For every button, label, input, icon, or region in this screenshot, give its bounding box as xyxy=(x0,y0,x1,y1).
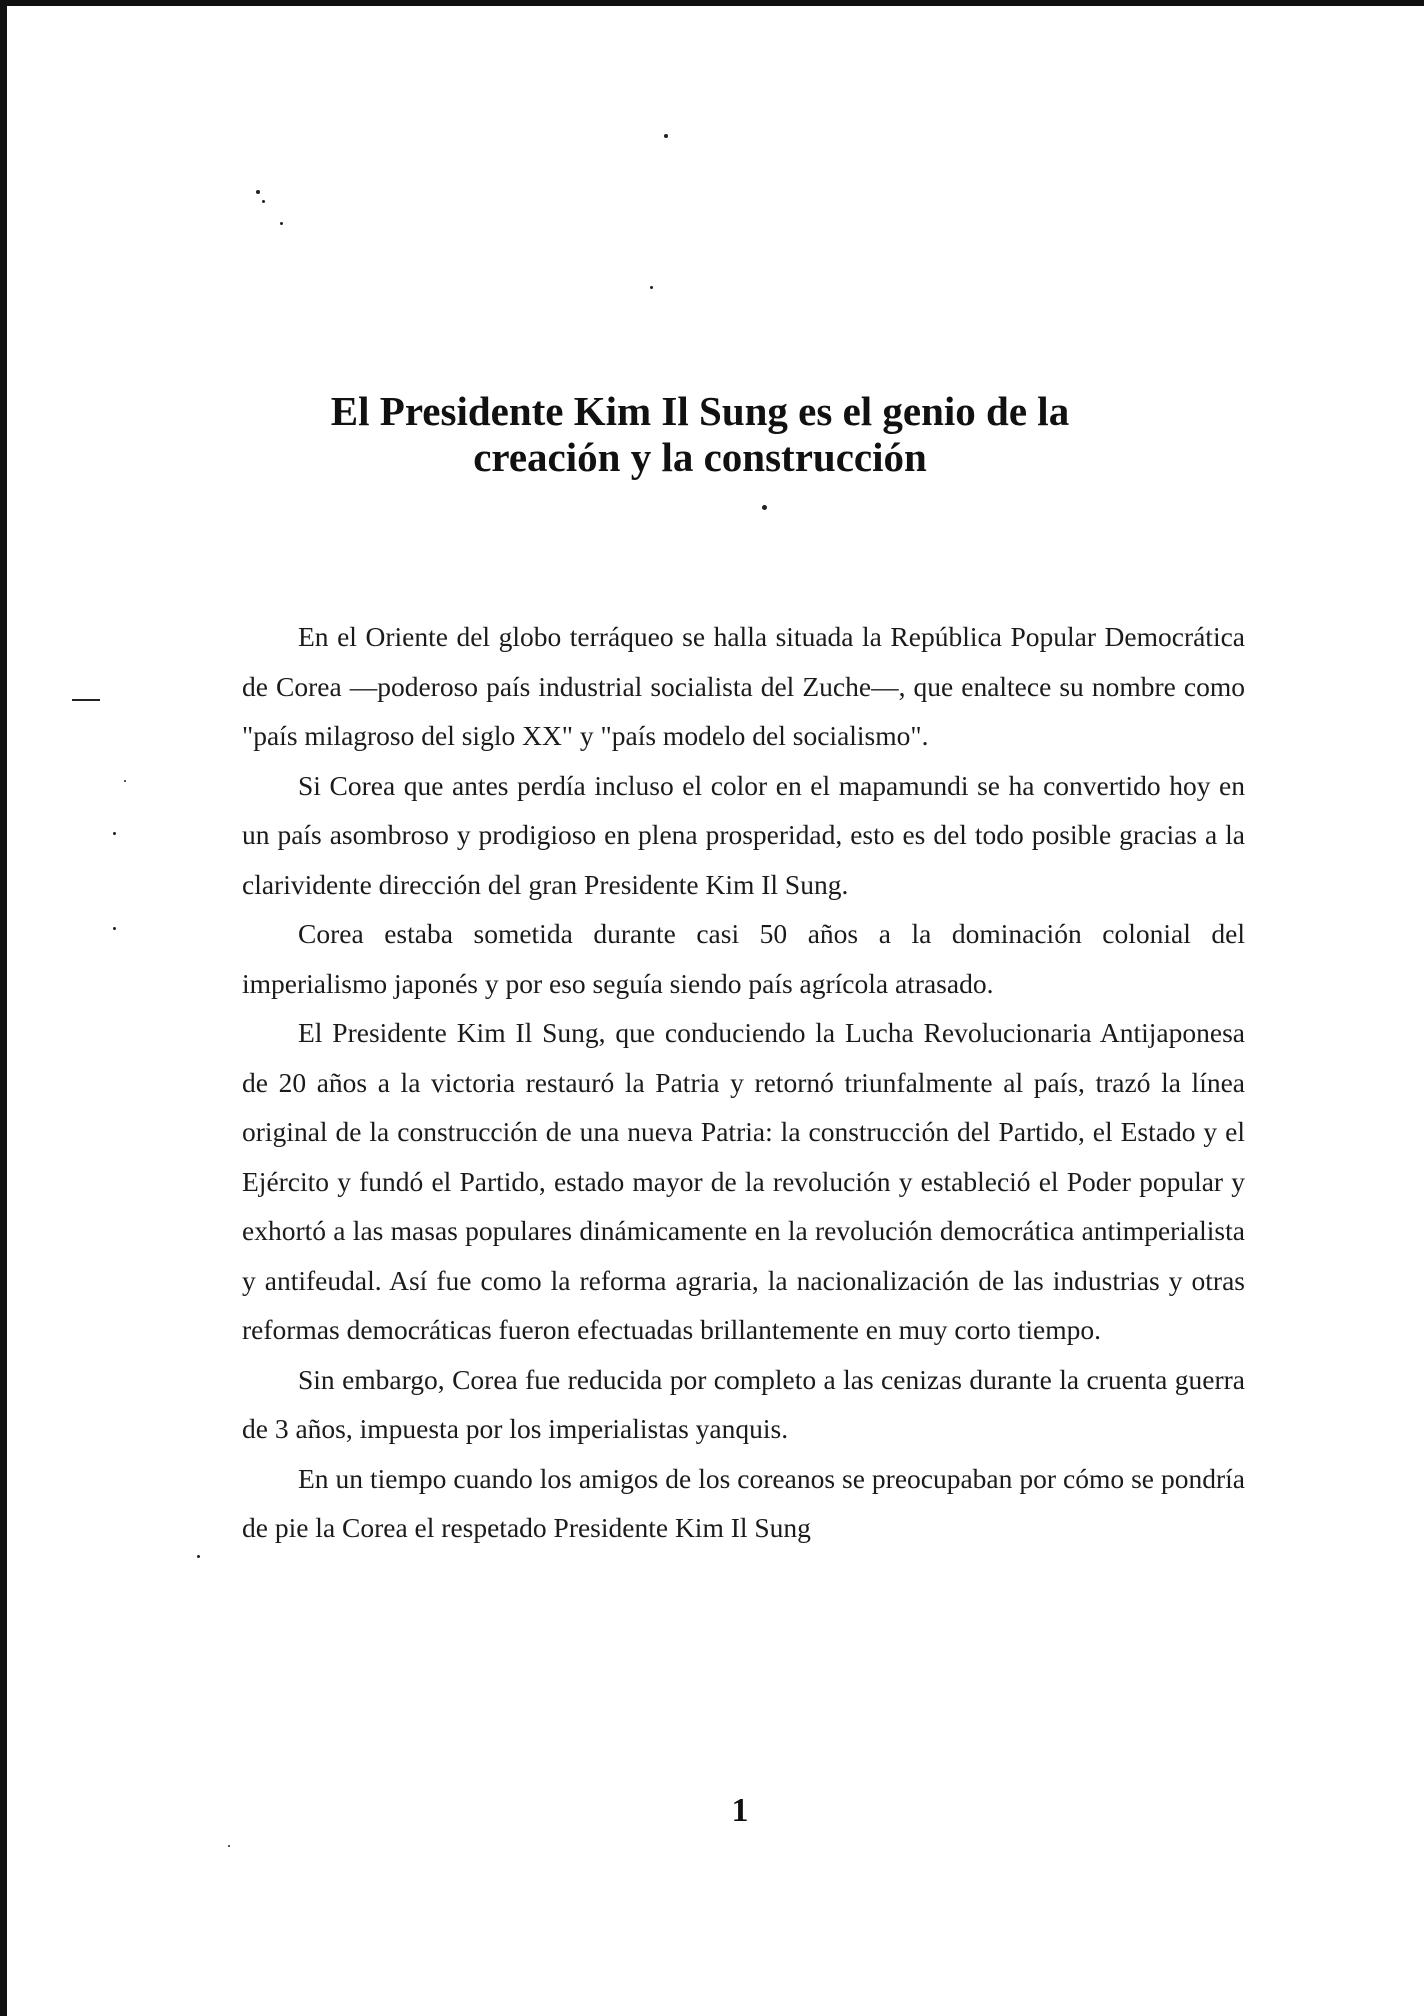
scan-speck xyxy=(72,699,100,701)
scan-speck xyxy=(228,1845,230,1847)
scan-speck xyxy=(650,286,653,289)
scan-speck xyxy=(664,134,668,138)
scan-speck xyxy=(197,1555,200,1558)
scan-speck xyxy=(262,200,265,203)
paragraph: Corea estaba sometida durante casi 50 años a la dominación colonial del imperialismo japonés y por eso seguía siendo país agrícola atrasado. xyxy=(242,918,1245,999)
scan-edge-left xyxy=(0,0,7,2016)
document-body xyxy=(242,612,1245,1553)
scan-speck xyxy=(113,927,116,930)
page-number: 1 xyxy=(731,1792,749,1829)
paragraph: El Presidente Kim Il Sung, que conduciendo la Lucha Revolucionaria Antijaponesa de 20 años a la victoria restauró la Patria y retornó triunfalmente al país, trazó la línea original de la construcción de una nueva Patria: la construcción del Partido, el Estado y el Ejército y fundó el Partido, estado mayor de la revolución y estableció el Poder popular y exhortó a las masas populares dinámicamente en la revolución democrática antimperialista y antifeudal. Así fue como la reforma agraria, la nacionalización de las industrias y otras reformas democráticas fueron efectuadas brillantemente en muy corto tiempo. xyxy=(242,1017,1245,1345)
scan-speck xyxy=(762,505,767,510)
scan-speck xyxy=(113,832,116,835)
title-line-2: creación y la construcción xyxy=(473,434,927,480)
paragraph: En un tiempo cuando los amigos de los coreanos se preocupaban por cómo se pondría de pie la Corea el respetado Presidente Kim Il Sung xyxy=(242,1462,1245,1543)
paragraph: Si Corea que antes perdía incluso el color en el mapamundi se ha convertido hoy en un país asombroso y prodigioso en plena prosperidad, esto es del todo posible gracias a la clarividente dirección del gran Presidente Kim Il Sung. xyxy=(242,769,1245,900)
scan-speck xyxy=(124,780,126,782)
document-title xyxy=(200,388,1200,480)
title-line-1: El Presidente Kim Il Sung es el genio de la xyxy=(330,388,1070,434)
paragraph: Sin embargo, Corea fue reducida por completo a las cenizas durante la cruenta guerra de 3 años, impuesta por los imperialistas yanquis. xyxy=(242,1363,1245,1444)
scan-speck xyxy=(280,222,283,225)
scan-speck xyxy=(256,190,260,194)
scan-edge-top xyxy=(0,0,1424,6)
paragraph: En el Oriente del globo terráqueo se halla situada la República Popular Democrática de Corea —poderoso país industrial socialista del Zuche—, que enaltece su nombre como "país milagroso del siglo XX" y "país modelo del socialismo". xyxy=(242,621,1245,751)
